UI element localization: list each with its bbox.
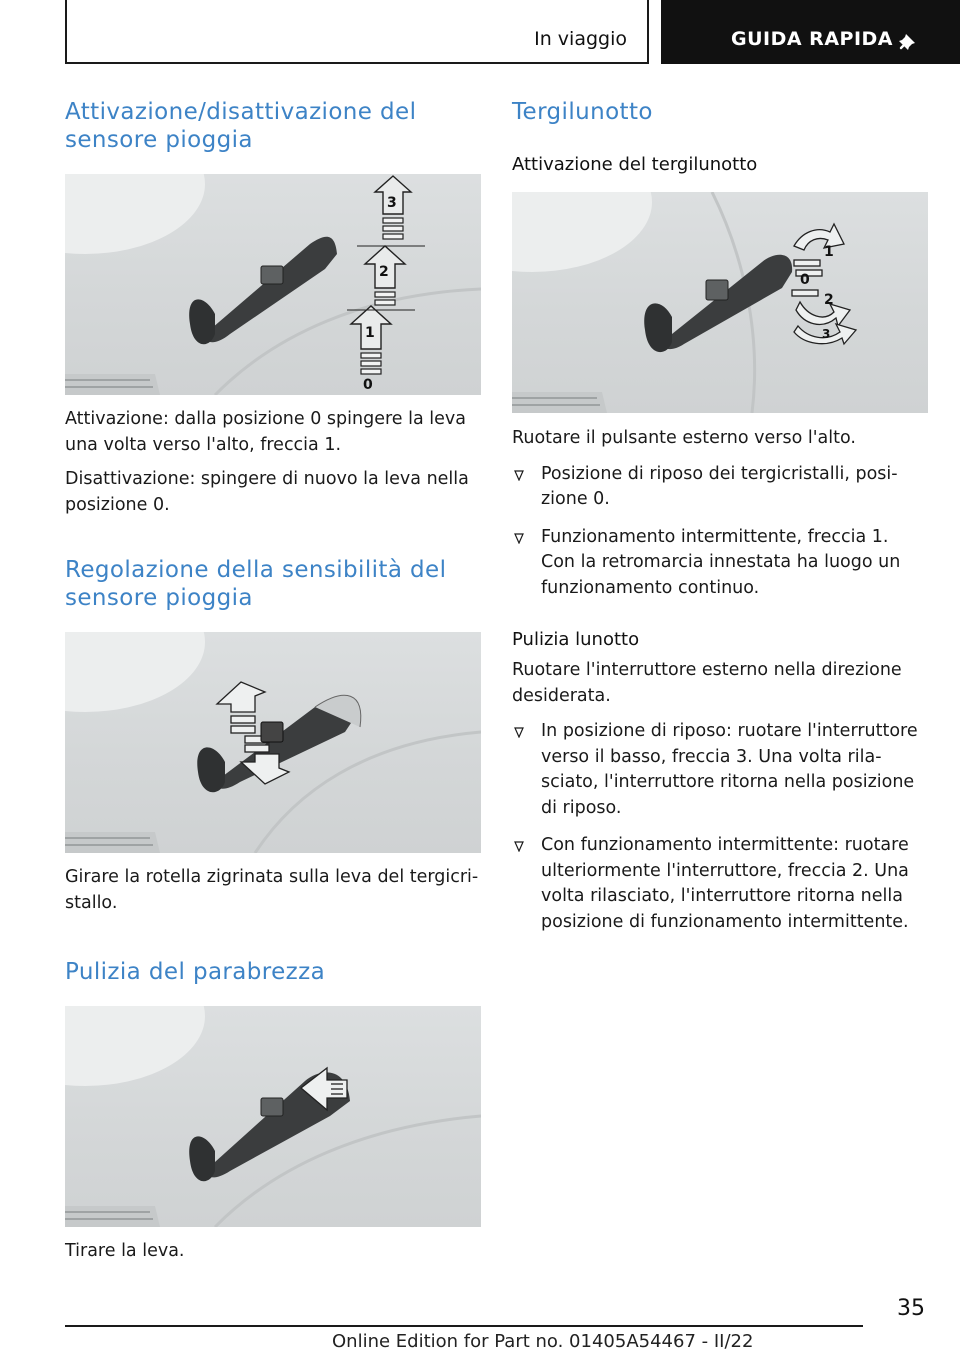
list-item: Funzionamento intermittente, freccia 1. Con la retromarcia innestata ha luogo un funzionamento continuo. bbox=[512, 525, 928, 602]
right-column bbox=[512, 98, 928, 947]
triangle-bullet-icon bbox=[514, 727, 524, 738]
figure-windscreen-cleaning bbox=[65, 1006, 481, 1227]
triangle-bullet-icon bbox=[514, 533, 524, 544]
footer-edition: Online Edition for Part no. 01405A54467 - II/22 bbox=[332, 1331, 754, 1352]
footer-divider bbox=[65, 1325, 863, 1327]
list-rear-cleaning-modes bbox=[512, 719, 928, 935]
page-number: 35 bbox=[897, 1296, 925, 1321]
paragraph-deactivation: Disattivazione: spingere di nuovo la leva nella posizione 0. bbox=[65, 469, 469, 515]
rear-fig-label-1: 1 bbox=[824, 244, 834, 260]
header-section-box bbox=[65, 0, 649, 64]
fig-label-0: 0 bbox=[363, 377, 373, 393]
paragraph-rotate-switch: Ruotare l'interruttore esterno nella direzione desiderata. bbox=[512, 660, 902, 706]
header-chapter-title: GUIDA RAPIDA bbox=[731, 28, 893, 50]
triangle-bullet-icon bbox=[514, 841, 524, 852]
paragraph-activation: Attivazione: dalla posizione 0 spingere la leva una volta verso l'alto, freccia 1. bbox=[65, 409, 466, 455]
header-section-title: In viaggio bbox=[534, 28, 627, 50]
list-item: Con funzionamento intermittente: ruotare ulteriormente l'interruttore, freccia 2. Una volta rilasciato, l'interruttore ritorna nella posizione di funzionamento intermittente. bbox=[512, 833, 928, 935]
list-item: In posizione di riposo: ruotare l'interruttore verso il basso, freccia 3. Una volta rilasciato, l'interruttore ritorna nella posizione di riposo. bbox=[512, 719, 928, 821]
section-title-rear-wiper: Tergilunotto bbox=[512, 99, 653, 125]
list-item: Posizione di riposo dei tergicristalli, posizione 0. bbox=[512, 462, 928, 513]
fig-label-1: 1 bbox=[365, 325, 375, 341]
list-rear-wiper-modes bbox=[512, 462, 928, 602]
subtitle-rear-wiper-activation: Attivazione del tergilunotto bbox=[512, 154, 758, 175]
rear-fig-label-2: 2 bbox=[824, 292, 834, 308]
rear-fig-label-0: 0 bbox=[800, 272, 810, 288]
section-title-windscreen-cleaning: Pulizia del parabrezza bbox=[65, 959, 326, 985]
header-chapter-box bbox=[661, 0, 960, 64]
left-column bbox=[65, 98, 481, 1265]
figure-rain-sensor-lever bbox=[65, 174, 481, 395]
fig-label-3: 3 bbox=[387, 195, 397, 211]
section-title-rain-sensor: Attivazione/disattivazione del sensore pioggia bbox=[65, 99, 417, 153]
paragraph-rotate-button: Ruotare il pulsante esterno verso l'alto. bbox=[512, 428, 856, 448]
pin-icon bbox=[895, 28, 921, 54]
figure-rear-wiper-switch bbox=[512, 192, 928, 413]
triangle-bullet-icon bbox=[514, 470, 524, 481]
section-title-sensitivity: Regolazione della sensibilità del sensore pioggia bbox=[65, 557, 447, 611]
fig-label-2: 2 bbox=[379, 264, 389, 280]
subtitle-rear-window-cleaning: Pulizia lunotto bbox=[512, 629, 640, 650]
paragraph-pull-lever: Tirare la leva. bbox=[65, 1241, 185, 1261]
rear-fig-label-3: 3 bbox=[822, 327, 831, 341]
figure-sensitivity-wheel bbox=[65, 632, 481, 853]
paragraph-sensitivity: Girare la rotella zigrinata sulla leva del tergicristallo. bbox=[65, 867, 479, 913]
arrows-1-2-3 bbox=[351, 176, 411, 349]
